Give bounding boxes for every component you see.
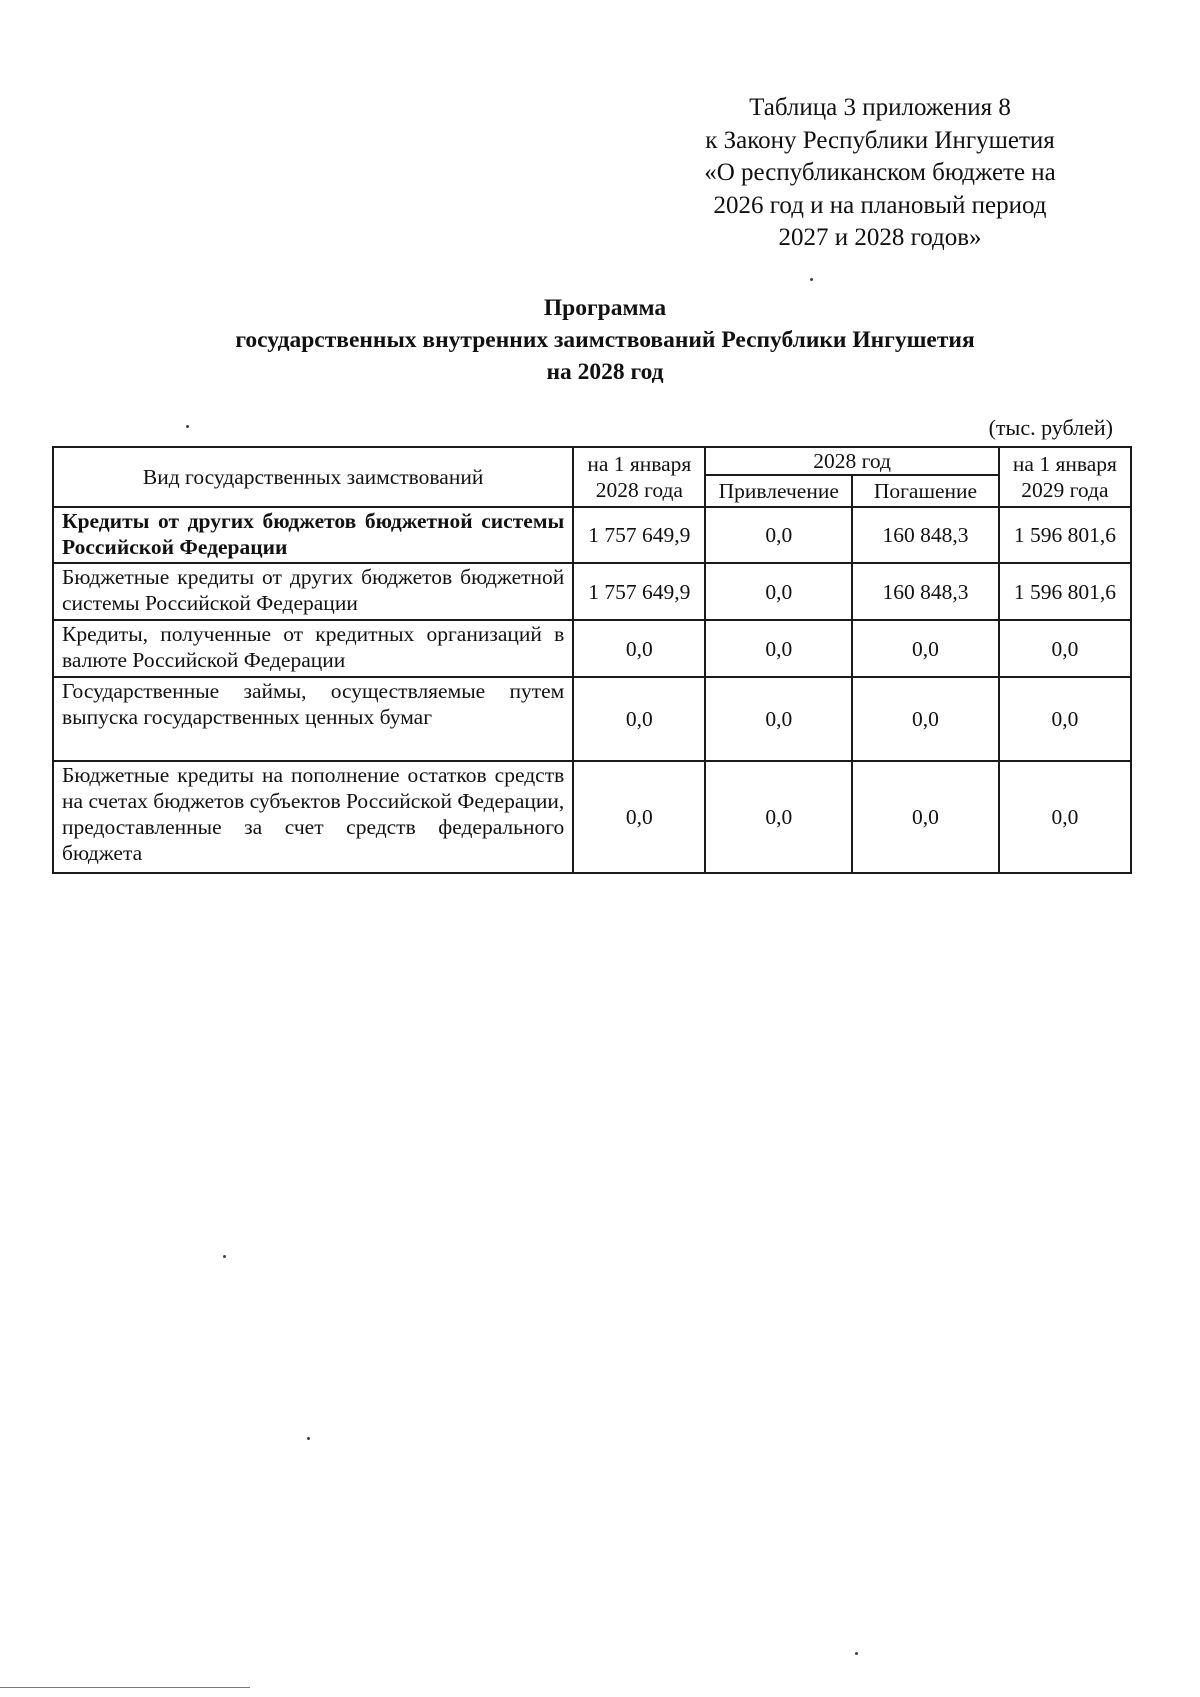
cell-jan-2029: 0,0 [999, 761, 1131, 873]
cell-repayment: 160 848,3 [852, 507, 999, 563]
table-row [53, 507, 1131, 563]
appendix-header-line: Таблица 3 приложения 8 [749, 94, 1011, 121]
cell-jan-2029: 0,0 [999, 677, 1131, 761]
borrowings-table [52, 446, 1132, 874]
column-header-year-2028: 2028 год [705, 447, 998, 475]
document-title [100, 292, 1110, 388]
column-header-jan-2029: на 1 января 2029 года [999, 447, 1131, 507]
table-row [53, 620, 1131, 677]
cell-raising: 0,0 [705, 677, 852, 761]
scan-speck [223, 1255, 226, 1258]
scan-speck [186, 425, 189, 428]
appendix-header-line: к Закону Республики Ингушетия [705, 126, 1055, 154]
table-row [53, 677, 1131, 761]
scan-edge-line [0, 1687, 250, 1688]
cell-jan-2029: 1 596 801,6 [999, 563, 1131, 620]
appendix-header-line: «О республиканском бюджете на [704, 159, 1056, 186]
cell-jan-2028: 0,0 [573, 761, 705, 873]
cell-jan-2028: 0,0 [573, 620, 705, 677]
appendix-header-line: 2026 год и на плановый период [713, 191, 1047, 219]
column-header-type: Вид государственных заимствований [53, 447, 573, 507]
scan-speck [810, 278, 813, 281]
cell-jan-2028: 1 757 649,9 [573, 507, 705, 563]
cell-raising: 0,0 [705, 507, 852, 563]
row-name: Бюджетные кредиты от других бюджетов бюджетной системы Российской Федерации [53, 563, 573, 620]
cell-jan-2029: 0,0 [999, 620, 1131, 677]
title-line: государственных внутренних заимствований Республики Ингушетия [235, 327, 975, 353]
appendix-header-line: 2027 и 2028 годов» [778, 224, 982, 251]
cell-repayment: 0,0 [852, 620, 999, 677]
cell-repayment: 0,0 [852, 761, 999, 873]
column-header-jan-2028: на 1 января 2028 года [573, 447, 705, 507]
row-name: Государственные займы, осуществляемые путем выпуска государственных ценных бумаг [53, 677, 573, 761]
row-name: Бюджетные кредиты на пополнение остатков средств на счетах бюджетов субъектов Российской Федерации, предоставленные за счет средств федерального бюджета [53, 761, 573, 873]
cell-repayment: 0,0 [852, 677, 999, 761]
table-row [53, 761, 1131, 873]
appendix-header [660, 92, 1100, 255]
cell-raising: 0,0 [705, 761, 852, 873]
cell-jan-2028: 0,0 [573, 677, 705, 761]
cell-jan-2029: 1 596 801,6 [999, 507, 1131, 563]
row-name: Кредиты от других бюджетов бюджетной системы Российской Федерации [53, 507, 573, 563]
scan-speck [855, 1652, 858, 1655]
cell-repayment: 160 848,3 [852, 563, 999, 620]
table-row [53, 563, 1131, 620]
cell-raising: 0,0 [705, 620, 852, 677]
column-header-repayment: Погашение [852, 475, 999, 507]
cell-raising: 0,0 [705, 563, 852, 620]
row-name: Кредиты, полученные от кредитных организаций в валюте Российской Федерации [53, 620, 573, 677]
units-note: (тыс. рублей) [988, 415, 1113, 440]
title-line: Программа [543, 295, 667, 321]
table-header-row [53, 447, 1131, 475]
column-header-raising: Привлечение [705, 475, 852, 507]
title-line: на 2028 год [546, 359, 664, 385]
cell-jan-2028: 1 757 649,9 [573, 563, 705, 620]
scan-speck [307, 1437, 310, 1440]
